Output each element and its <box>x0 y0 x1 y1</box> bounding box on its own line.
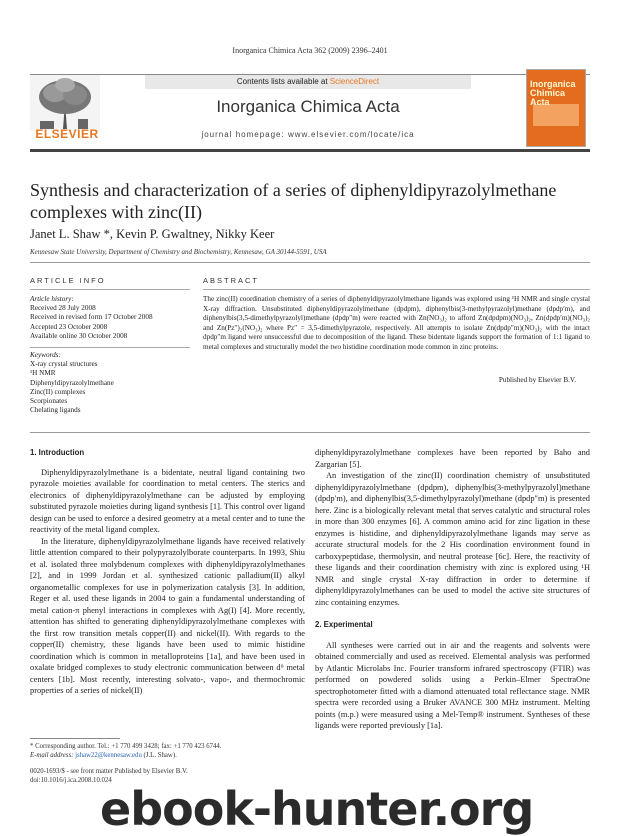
history-item: Received 28 July 2008 <box>30 304 96 313</box>
divider <box>203 289 590 290</box>
corresponding-author: * Corresponding author. Tel.: +1 770 499 3428; fax: +1 770 423 6744. <box>30 743 222 750</box>
cover-title: Inorganica Chimica Acta <box>530 79 576 107</box>
contents-bar <box>145 75 471 89</box>
journal-reference: Inorganica Chimica Acta 362 (2009) 2396–2401 <box>232 46 388 55</box>
article-history <box>30 295 190 341</box>
article-title: Synthesis and characterization of a series of diphenyldipyrazolylmethane complexes with zinc(II) <box>30 180 557 222</box>
paragraph: diphenyldipyrazolylmethane complexes have been reported by Baho and Zargarian [5]. <box>315 448 590 469</box>
cover-band <box>533 104 579 126</box>
email-line <box>30 751 305 760</box>
journal-homepage[interactable]: journal homepage: www.elsevier.com/locate/ica <box>201 130 415 139</box>
right-column <box>315 447 590 732</box>
publisher-note: Published by Elsevier B.V. <box>498 376 576 384</box>
email-link[interactable]: jshaw22@kennesaw.edu <box>75 752 142 759</box>
publisher-logo-text: ELSEVIER <box>35 127 99 141</box>
affiliation: Kennesaw State University, Department of Chemistry and Biochemistry, Kennesaw, GA 30144-5591, USA <box>30 248 327 256</box>
abstract-text: The zinc(II) coordination chemistry of a series of diphenyldipyrazolylmethane ligands was explored using ¹H NMR and single crystal X-ray diffraction. Unsubstituted diphenyldipyrazolylmethane (dpdpm), diphenylbis(3-methylpyrazolyl)methane (dpdp′m), and diphenylbis(3,5-dimethylpyrazolyl)methane (dpdp″m) were reacted with Zn(NO₃)₂ to afford Zn(dpdpm)(NO₃)₂, Zn(dpdp′m)(NO₃)₂ and Zn(Pz″)₂(NO₃)₂ where Pz″ = 3,5-dimethylpyrazole, respectively. All attempts to isolate Zn(dpdp″m)(NO₃)₂ with the intact dpdp″m ligand were unsuccessful due to decomposition of the ligand. These bidentate ligands support the formation of 1:1 ligand to metal complexes and structurally model the two histidine coordination mode common in zinc proteins. <box>203 295 590 351</box>
journal-cover <box>526 69 586 147</box>
divider <box>30 289 190 290</box>
journal-title: Inorganica Chimica Acta <box>216 97 400 116</box>
keyword-item: Scorpionates <box>30 397 68 406</box>
doi-line: doi:10.1016/j.ica.2008.10.024 <box>30 777 112 784</box>
keyword-item: Diphenyldipyrazolylmethane <box>30 378 114 387</box>
sciencedirect-link[interactable]: ScienceDirect <box>329 77 380 86</box>
keywords <box>30 351 190 415</box>
paragraph: All syntheses were carried out in air and the reagents and solvents were obtained commercially and used as received. Elemental analysis was performed by Atlantic Microlabs Inc. Fourier transform infrared spectroscopy (FTIR) was performed on powdered solids using a Perkin–Elmer SpectraOne spectrophotometer fitted with a diamond attenuated total reflectance stage. NMR spectra were recorded using a Bruker AVANCE 300 MHz instrument. Melting points (m.p.) were measured using a Mel-Temp® instrument. Syntheses of these ligands were reported previously [1a]. <box>315 640 590 730</box>
contents-text: Contents lists available at <box>236 77 330 86</box>
journal-header <box>30 74 590 152</box>
history-item: Available online 30 October 2008 <box>30 331 128 340</box>
divider <box>30 262 590 263</box>
footnote <box>30 742 305 760</box>
keywords-label: Keywords: <box>30 351 61 359</box>
footnote-divider <box>30 738 120 739</box>
history-label: Article history: <box>30 295 74 303</box>
keyword-item: ¹H NMR <box>30 369 56 378</box>
article-info-heading: ARTICLE INFO <box>30 276 106 285</box>
paragraph: An investigation of the zinc(II) coordination chemistry of unsubstituted diphenyldipyrazolylmethane (dpdpm), diphenylbis(3-methylpyrazolyl)methane (dpdp′m), and diphenylbis(3,5-dimethylpyrazolyl)methane (dpdp″m) is presented here. Zinc is a biologically relevant metal that serves catalytic and structural roles in more than 300 enzymes [6]. A common amino acid for zinc ligation in these enzymes is histidine, and diphenyldipyrazolylmethane ligands may serve as accurate structural models for the 2 His coordination environment found in carboxypeptidase, thermolysin, and neutral protease [6c]. Here, the reactivity of these ligands and their coordination chemistry with zinc is explored using ¹H NMR and single crystal X-ray diffraction in order to determine if diphenyldipyrazolylmethanes can be used to model the active site structures of zinc containing enzymes. <box>315 471 590 607</box>
history-item: Received in revised form 17 October 2008 <box>30 313 153 322</box>
keyword-item: Zinc(II) complexes <box>30 387 86 396</box>
email-label: E-mail address: <box>30 752 76 759</box>
section-heading: 2. Experimental <box>315 620 373 629</box>
watermark: ebook-hunter.org <box>100 782 534 836</box>
divider <box>30 432 590 433</box>
email-suffix: (J.L. Shaw). <box>141 752 177 759</box>
divider <box>30 347 190 348</box>
section-heading: 1. Introduction <box>30 448 85 457</box>
elsevier-logo <box>30 75 100 143</box>
left-column <box>30 447 305 697</box>
issn-line: 0020-1693/$ - see front matter Published by Elsevier B.V. <box>30 768 188 775</box>
keyword-item: Chelating ligands <box>30 406 81 415</box>
history-item: Accepted 23 October 2008 <box>30 322 108 331</box>
abstract-heading: ABSTRACT <box>203 276 260 285</box>
paragraph: Diphenyldipyrazolylmethane is a bidentate, neutral ligand containing two pyrazole moieties available for coordination to metal centers. The sterics and electronics of diphenyldipyrazolylmethane can be adjusted by employing substituted pyrazole moieties during ligand synthesis [1]. This control over ligand design can be used to enforce a desired geometry at a metal center and to tune the reactivity of the metal ligand complex. <box>30 467 305 534</box>
authors: Janet L. Shaw *, Kevin P. Gwaltney, Nikky Keer <box>30 227 275 241</box>
paragraph: In the literature, diphenyldipyrazolylmethane ligands have received relatively little attention compared to their polypyrazolylborate counterparts. In 1993, Shiu et al. isolated three molybdenum complexes with diphenyldipyrazolylmethanes [2], and in 1999 Jordan et al. synthesized cationic palladium(II) alkyl organometallic complexes for use in polymerization catalysis [3]. In addition, Reger et al. used these ligands in 2004 to gain a fundamental understanding of metal cation-π phenyl interactions in complexes with Ag(I) [4]. More recently, attention has shifted to generating diphenyldipyrazolylmethane complexes with the first row transition metals copper(II) and nickel(II). With regards to the copper(II) chemistry, these ligands have been used to mimic histidine coordination which is common in metalloproteins [1a], and have been used in oxalate bridged complexes to study electronic communication between d⁹ metal centers [1b]. Most recently, interesting solvato-, vapo-, and thermochromic properties of a series of nickel(II) <box>30 536 305 695</box>
tree-icon <box>30 75 100 131</box>
keyword-item: X-ray crystal structures <box>30 360 98 369</box>
